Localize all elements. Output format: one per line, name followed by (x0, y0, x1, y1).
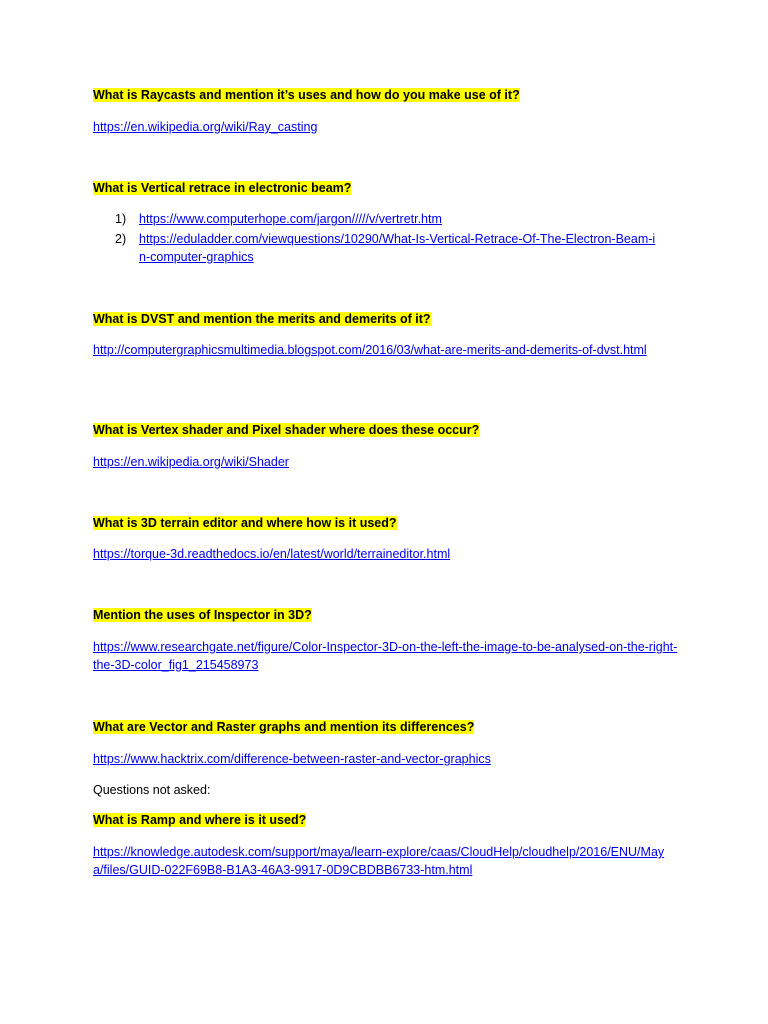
reference-link[interactable]: https://en.wikipedia.org/wiki/Shader (93, 455, 289, 469)
question-heading (93, 812, 306, 829)
question-heading (93, 607, 312, 624)
section-label: Questions not asked: (93, 783, 211, 797)
reference-link[interactable]: https://en.wikipedia.org/wiki/Ray_casting (93, 120, 318, 134)
question-heading (93, 180, 351, 197)
list-number: 2) (115, 232, 127, 246)
question-text: What is Ramp and where is it used? (93, 813, 307, 827)
reference-link[interactable]: https://www.researchgate.net/figure/Color-Inspector-3D-on-the-left-the-image-to-be-analysed-on-the-right-the-3D-color_fig1_215458973 (93, 640, 678, 672)
question-heading (93, 87, 520, 104)
question-text: Mention the uses of Inspector in 3D? (93, 608, 312, 622)
reference-link[interactable]: https://www.computerhope.com/jargon/////v/vertretr.htm (139, 212, 442, 226)
reference-link[interactable]: https://www.hacktrix.com/difference-between-raster-and-vector-graphics (93, 752, 491, 766)
reference-link[interactable]: http://computergraphicsmultimedia.blogspot.com/2016/03/what-are-merits-and-demerits-of-dvst.html (93, 343, 647, 357)
reference-link[interactable]: https://torque-3d.readthedocs.io/en/latest/world/terraineditor.html (93, 547, 451, 561)
question-text: What are Vector and Raster graphs and mention its differences? (93, 720, 475, 734)
question-heading (93, 422, 479, 439)
question-text: What is 3D terrain editor and where how is it used? (93, 516, 397, 530)
question-heading (93, 719, 474, 736)
question-text: What is Vertex shader and Pixel shader where does these occur? (93, 423, 480, 437)
question-text: What is Raycasts and mention it’s uses and how do you make use of it? (93, 88, 520, 102)
question-text: What is Vertical retrace in electronic beam? (93, 181, 352, 195)
list-number: 1) (115, 212, 127, 226)
question-text: What is DVST and mention the merits and demerits of it? (93, 312, 431, 326)
question-heading (93, 311, 431, 328)
question-heading (93, 515, 397, 532)
reference-link[interactable]: https://knowledge.autodesk.com/support/maya/learn-explore/caas/CloudHelp/cloudhelp/2016/ENU/Maya/files/GUID-022F69B8-B1A3-46A3-9917-0D9CBDBB6733-htm.html (93, 845, 665, 877)
reference-link[interactable]: https://eduladder.com/viewquestions/10290/What-Is-Vertical-Retrace-Of-The-Electron-Beam-in-computer-graphics (139, 232, 656, 264)
